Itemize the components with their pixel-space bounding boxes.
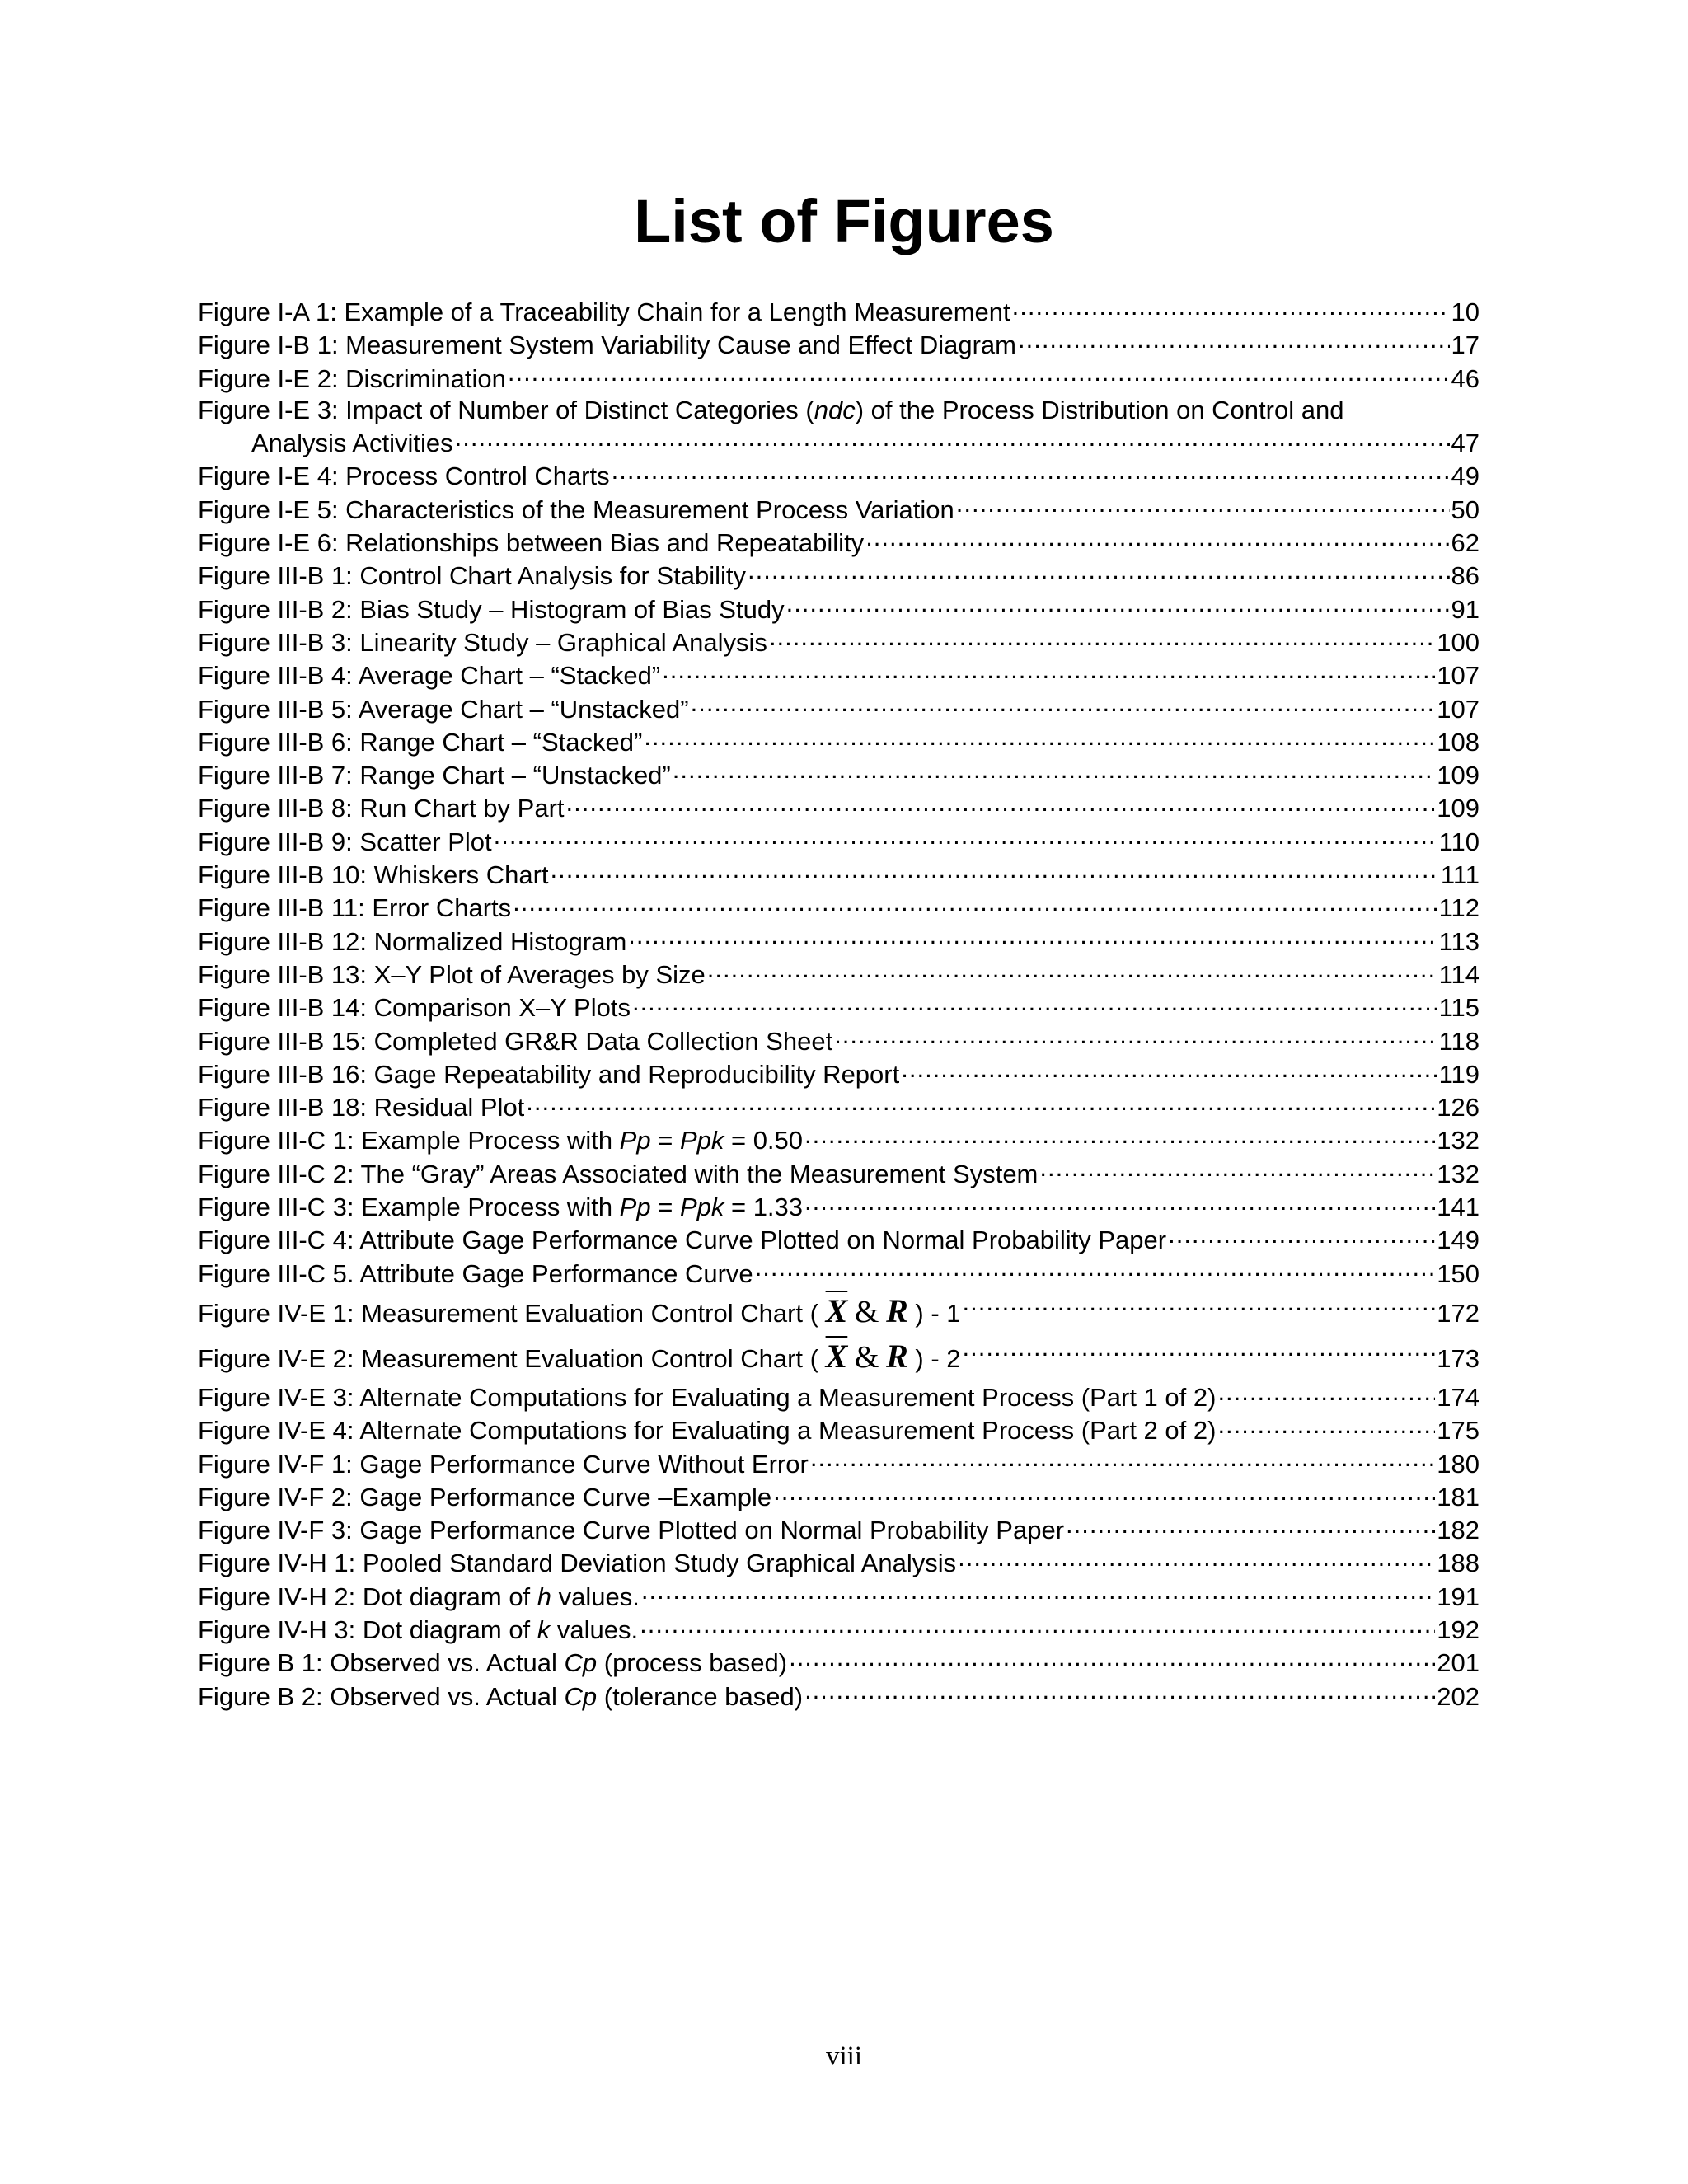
- entry-page: 107: [1437, 694, 1479, 724]
- leader-dots: [1217, 1380, 1435, 1406]
- entry-label: Figure IV-F 1: Gage Performance Curve Without Error: [198, 1449, 809, 1479]
- toc-entry[interactable]: [198, 658, 1479, 691]
- entry-page: 180: [1437, 1449, 1479, 1479]
- leader-dots: [707, 958, 1437, 983]
- entry-page: 141: [1437, 1193, 1479, 1222]
- entry-label: Figure III-B 3: Linearity Study – Graphical Analysis: [198, 627, 767, 657]
- entry-label: Figure III-C 1: Example Process with Pp = Ppk = 0.50: [198, 1126, 804, 1155]
- toc-entry[interactable]: [198, 1680, 1479, 1713]
- entry-label: Figure B 2: Observed vs. Actual Cp (tolerance based): [198, 1681, 804, 1711]
- entry-page: 109: [1437, 794, 1479, 823]
- toc-entry[interactable]: [198, 295, 1479, 328]
- entry-label: Figure III-B 10: Whiskers Chart: [198, 860, 549, 890]
- leader-dots: [963, 1342, 1436, 1367]
- toc-entry[interactable]: [198, 526, 1479, 559]
- leader-dots: [1039, 1157, 1435, 1183]
- entry-page: 118: [1438, 1026, 1479, 1056]
- leader-dots: [691, 692, 1436, 718]
- leader-dots: [455, 426, 1450, 452]
- leader-dots: [748, 559, 1449, 584]
- entry-page: 191: [1437, 1582, 1479, 1611]
- entry-label: Figure IV-E 3: Alternate Computations for Evaluating a Measurement Process (Part 1 of 2): [198, 1382, 1217, 1412]
- entry-page: 46: [1451, 363, 1479, 393]
- toc-entry[interactable]: [198, 825, 1479, 858]
- toc-entry[interactable]: [198, 1123, 1479, 1156]
- entry-page: 181: [1437, 1482, 1479, 1511]
- toc-entry[interactable]: [198, 1513, 1479, 1546]
- entry-label-line1: Figure I-E 3: Impact of Number of Distinct Categories (ndc) of the Process Distribution on Control and: [198, 395, 1344, 424]
- entry-label: Figure IV-H 1: Pooled Standard Deviation Study Graphical Analysis: [198, 1549, 957, 1578]
- toc-entry[interactable]: [198, 1546, 1479, 1579]
- entry-page: 109: [1437, 761, 1479, 790]
- toc-entry[interactable]: [198, 925, 1479, 958]
- leader-dots: [513, 891, 1437, 916]
- entry-label: Figure IV-E 4: Alternate Computations for Evaluating a Measurement Process (Part 2 of 2): [198, 1416, 1217, 1446]
- entry-label: Figure III-B 6: Range Chart – “Stacked”: [198, 727, 643, 757]
- entry-label: Figure III-B 16: Gage Repeatability and Reproducibility Report: [198, 1059, 900, 1089]
- leader-dots: [755, 1257, 1436, 1282]
- toc-entry[interactable]: [198, 459, 1479, 492]
- entry-page: 17: [1451, 330, 1479, 360]
- toc-entry[interactable]: [198, 1290, 1479, 1335]
- entry-label-line2: Analysis Activities: [251, 429, 453, 458]
- toc-entry[interactable]: [198, 891, 1479, 924]
- toc-entry[interactable]: [198, 692, 1479, 725]
- entry-page: 150: [1437, 1258, 1479, 1288]
- leader-dots: [804, 1190, 1435, 1216]
- entry-page: 111: [1440, 860, 1479, 890]
- toc-entry[interactable]: [198, 493, 1479, 526]
- x-bar-symbol: $\overline{X}$: [825, 1337, 848, 1375]
- entry-label: Figure III-B 11: Error Charts: [198, 893, 512, 923]
- entry-page: 192: [1437, 1615, 1479, 1644]
- entry-label: Figure IV-H 3: Dot diagram of k values.: [198, 1615, 639, 1644]
- entry-page: 149: [1437, 1226, 1479, 1255]
- entry-page: 62: [1451, 528, 1479, 558]
- toc-entry[interactable]: [198, 1413, 1479, 1446]
- entry-page: 172: [1437, 1298, 1479, 1328]
- toc-entry[interactable]: [198, 328, 1479, 361]
- leader-dots: [508, 362, 1450, 387]
- leader-dots: [773, 1480, 1435, 1506]
- leader-dots: [612, 459, 1450, 485]
- leader-dots: [786, 593, 1450, 618]
- leader-dots: [673, 758, 1436, 784]
- entry-label: Figure IV-E 2: Measurement Evaluation Control Chart ( $\overline{X}$ & R ) - 2: [198, 1337, 961, 1375]
- leader-dots: [810, 1447, 1435, 1473]
- entry-page: 10: [1451, 298, 1479, 326]
- toc-entry[interactable]: [198, 1057, 1479, 1090]
- entry-page: 173: [1437, 1343, 1479, 1373]
- toc-entry[interactable]: [198, 858, 1479, 891]
- toc-entry-multiline[interactable]: [198, 395, 1479, 460]
- entry-page: 202: [1437, 1681, 1479, 1711]
- toc-entry[interactable]: [198, 991, 1479, 1024]
- leader-dots: [640, 1613, 1435, 1638]
- entry-label: Figure III-B 12: Normalized Histogram: [198, 926, 627, 956]
- toc-entry[interactable]: [198, 1646, 1479, 1679]
- entry-label: Figure III-B 8: Run Chart by Part: [198, 794, 565, 823]
- toc-entry[interactable]: [198, 1580, 1479, 1613]
- page-title: List of Figures: [634, 187, 1054, 255]
- leader-dots: [804, 1680, 1435, 1705]
- entry-label: Figure III-C 5. Attribute Gage Performance Curve: [198, 1258, 753, 1288]
- entry-page: 91: [1451, 594, 1479, 624]
- leader-dots: [1066, 1513, 1435, 1539]
- entry-page: 188: [1437, 1549, 1479, 1578]
- leader-dots: [958, 1546, 1435, 1572]
- leader-dots: [901, 1057, 1437, 1083]
- toc-entry[interactable]: [198, 725, 1479, 758]
- entry-page: 47: [1451, 429, 1479, 458]
- entry-page: 115: [1438, 993, 1479, 1023]
- entry-label: Figure III-B 1: Control Chart Analysis for Stability: [198, 561, 747, 591]
- leader-dots: [956, 493, 1450, 518]
- toc-entry[interactable]: [198, 593, 1479, 626]
- leader-dots: [662, 658, 1435, 684]
- entry-label: Figure IV-F 2: Gage Performance Curve –Example: [198, 1482, 772, 1511]
- leader-dots: [494, 825, 1437, 851]
- toc-entry[interactable]: [198, 1480, 1479, 1513]
- toc-entry[interactable]: [198, 1157, 1479, 1190]
- entry-page: 110: [1438, 827, 1479, 856]
- entry-label: Figure I-E 4: Process Control Charts: [198, 462, 610, 491]
- toc-entry[interactable]: [198, 362, 1479, 395]
- r-symbol: R: [886, 1337, 908, 1375]
- entry-label: Figure III-C 3: Example Process with Pp = Ppk = 1.33: [198, 1193, 804, 1222]
- entry-label: Figure I-E 5: Characteristics of the Measurement Process Variation: [198, 494, 954, 524]
- leader-dots: [1018, 328, 1450, 354]
- toc-entry[interactable]: [198, 791, 1479, 824]
- page-number: viii: [825, 2041, 862, 2071]
- leader-dots: [551, 858, 1439, 883]
- entry-page: 114: [1438, 959, 1479, 989]
- leader-dots: [865, 526, 1449, 551]
- leader-dots: [804, 1123, 1435, 1149]
- leader-dots: [632, 991, 1437, 1016]
- entry-label: Figure IV-H 2: Dot diagram of h values.: [198, 1582, 640, 1611]
- entry-page: 182: [1437, 1516, 1479, 1545]
- leader-dots: [769, 626, 1435, 651]
- leader-dots: [963, 1296, 1436, 1322]
- entry-page: 49: [1451, 462, 1479, 491]
- leader-dots: [644, 725, 1435, 751]
- entry-label: Figure III-B 5: Average Chart – “Unstacked”: [198, 694, 689, 724]
- leader-dots: [526, 1090, 1435, 1116]
- entry-page: 113: [1438, 926, 1479, 956]
- entry-page: 50: [1451, 494, 1479, 524]
- entry-page: 119: [1438, 1059, 1479, 1089]
- entry-page: 174: [1437, 1382, 1479, 1412]
- x-bar-symbol: $\overline{X}$: [825, 1291, 848, 1329]
- entry-page: 108: [1437, 727, 1479, 757]
- entry-page: 100: [1437, 627, 1479, 657]
- leader-dots: [834, 1024, 1437, 1050]
- entry-page: 126: [1437, 1093, 1479, 1122]
- leader-dots: [1168, 1223, 1435, 1249]
- entry-label: Figure III-B 7: Range Chart – “Unstacked”: [198, 761, 671, 790]
- toc-entry[interactable]: [198, 958, 1479, 991]
- entry-label: Figure IV-E 1: Measurement Evaluation Control Chart ( $\overline{X}$ & R ) - 1: [198, 1291, 961, 1329]
- leader-dots: [1217, 1413, 1435, 1439]
- toc-entry[interactable]: [198, 758, 1479, 791]
- entry-label: Figure III-B 18: Residual Plot: [198, 1093, 525, 1122]
- leader-dots: [566, 791, 1436, 817]
- toc-entry[interactable]: [198, 1380, 1479, 1413]
- entry-label: Figure III-C 2: The “Gray” Areas Associated with the Measurement System: [198, 1159, 1039, 1188]
- entry-label: Figure I-B 1: Measurement System Variability Cause and Effect Diagram: [198, 330, 1016, 360]
- leader-dots: [1012, 295, 1450, 321]
- entry-page: 107: [1437, 661, 1479, 691]
- toc-entry[interactable]: [198, 626, 1479, 658]
- entry-label: Figure I-E 6: Relationships between Bias and Repeatability: [198, 528, 865, 558]
- toc-entry[interactable]: [198, 1613, 1479, 1646]
- leader-dots: [628, 925, 1437, 950]
- entry-label: Figure I-A 1: Example of a Traceability Chain for a Length Measurement: [198, 298, 1010, 326]
- toc-entry[interactable]: [198, 1223, 1479, 1256]
- entry-label: Figure III-B 4: Average Chart – “Stacked”: [198, 661, 661, 691]
- entry-label: Figure III-B 15: Completed GR&R Data Collection Sheet: [198, 1026, 833, 1056]
- entry-page: 86: [1451, 561, 1479, 591]
- toc-entry[interactable]: [198, 1447, 1479, 1480]
- leader-dots: [789, 1646, 1435, 1671]
- entry-label: Figure I-E 2: Discrimination: [198, 363, 506, 393]
- toc-entry[interactable]: [198, 1257, 1479, 1290]
- toc-entry[interactable]: [198, 1190, 1479, 1223]
- entry-label: Figure III-C 4: Attribute Gage Performance Curve Plotted on Normal Probability Paper: [198, 1226, 1167, 1255]
- list-of-figures: [198, 295, 1479, 1713]
- toc-entry[interactable]: [198, 559, 1479, 592]
- r-symbol: R: [886, 1291, 908, 1329]
- entry-page: 132: [1437, 1159, 1479, 1188]
- entry-label: Figure III-B 14: Comparison X–Y Plots: [198, 993, 631, 1023]
- entry-label: Figure B 1: Observed vs. Actual Cp (process based): [198, 1648, 788, 1678]
- entry-page: 175: [1437, 1416, 1479, 1446]
- entry-label: Figure III-B 2: Bias Study – Histogram of Bias Study: [198, 594, 785, 624]
- entry-label: Figure III-B 9: Scatter Plot: [198, 827, 492, 856]
- entry-label: Figure IV-F 3: Gage Performance Curve Plotted on Normal Probability Paper: [198, 1516, 1065, 1545]
- entry-page: 201: [1437, 1648, 1479, 1678]
- leader-dots: [641, 1580, 1435, 1605]
- toc-entry[interactable]: [198, 1024, 1479, 1057]
- toc-entry[interactable]: [198, 1335, 1479, 1380]
- toc-entry[interactable]: [198, 1090, 1479, 1123]
- entry-page: 112: [1438, 893, 1479, 923]
- entry-label: Figure III-B 13: X–Y Plot of Averages by Size: [198, 959, 706, 989]
- entry-page: 132: [1437, 1126, 1479, 1155]
